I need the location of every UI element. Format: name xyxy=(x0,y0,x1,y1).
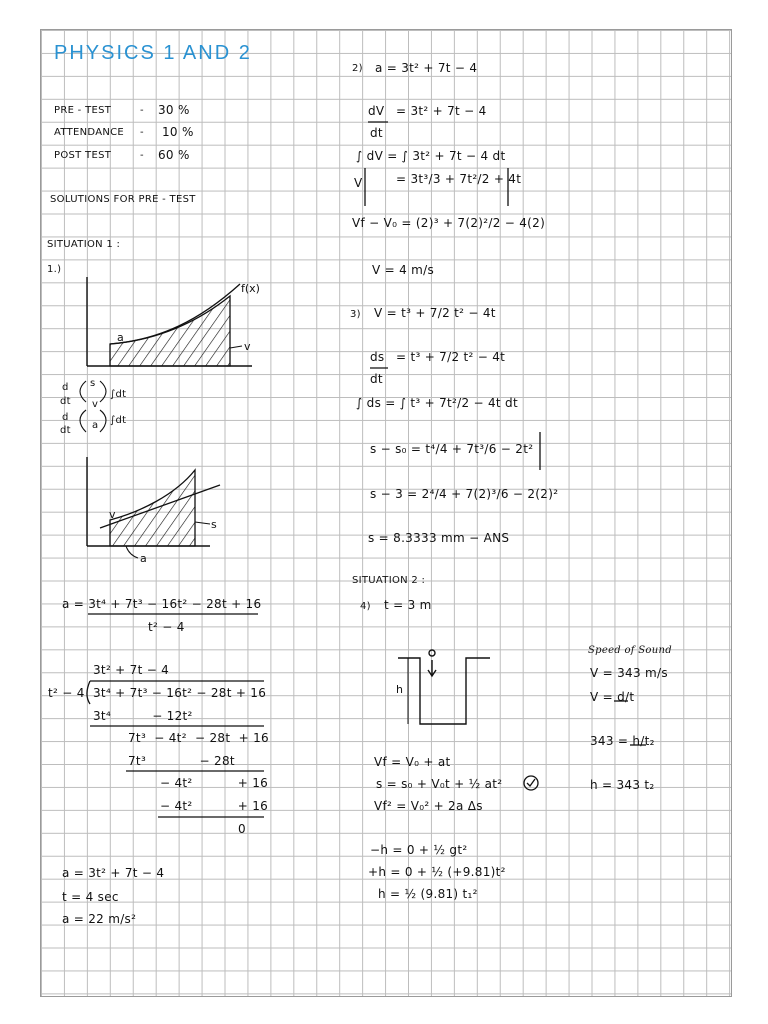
calc-dt: dt xyxy=(60,425,71,436)
longdiv-row: − 4t² + 16 xyxy=(160,776,269,790)
graph-1-label-a: a xyxy=(117,331,124,344)
grade-dash: - xyxy=(140,127,144,138)
problem-2-equation: a = 3t² + 7t − 4 xyxy=(375,61,478,75)
problem-2-integral: ∫ dV = ∫ 3t² + 7t − 4 dt xyxy=(356,149,506,163)
calc-v: v xyxy=(92,399,99,410)
solutions-heading: SOLUTIONS FOR PRE - TEST xyxy=(50,194,196,205)
longdiv-dividend: 3t⁴ + 7t³ − 16t² − 28t + 16 xyxy=(93,686,267,700)
problem-3-integral: ∫ ds = ∫ t³ + 7t²/2 − 4t dt xyxy=(356,396,518,410)
calc-s: s xyxy=(90,378,96,389)
page-title: PHYSICS 1 AND 2 xyxy=(54,42,252,64)
problem-2-label: 2) xyxy=(352,63,363,74)
problem-4-equation: t = 3 m xyxy=(384,598,432,612)
graph-2-label-s: s xyxy=(211,518,217,531)
dv-numerator: dV xyxy=(368,104,385,118)
graph-1-label-fx: f(x) xyxy=(241,282,260,295)
problem-4-label: 4) xyxy=(360,601,371,612)
longdiv-divisor: t² − 4 xyxy=(48,686,85,700)
speed-height: h = 343 t₂ xyxy=(590,778,655,792)
grade-label-pretest: PRE - TEST xyxy=(54,105,112,116)
calc-d: d xyxy=(62,382,69,393)
longdiv-row: 7t³ − 4t² − 28t + 16 xyxy=(128,731,269,745)
longdiv-row: − 4t² + 16 xyxy=(160,799,269,813)
grade-value-posttest: 60 % xyxy=(158,148,190,162)
kinematic-eq-3: Vf² = V₀² + 2a Δs xyxy=(374,799,483,813)
dt-denominator: dt xyxy=(370,372,383,386)
grade-value-attendance: 10 % xyxy=(162,125,194,139)
longdiv-row: 7t³ − 28t xyxy=(128,754,235,768)
evaluation-bars xyxy=(365,168,540,470)
final-eq-1: −h = 0 + ½ gt² xyxy=(370,843,468,857)
situation-2-heading: SITUATION 2 : xyxy=(352,575,426,586)
grade-label-posttest: POST TEST xyxy=(54,150,112,161)
fraction-a-denominator: t² − 4 xyxy=(148,620,185,634)
problem-2-eval-rhs: = 3t³/3 + 7t²/2 + 4t xyxy=(396,172,522,186)
final-eq-2: +h = 0 + ½ (+9.81)t² xyxy=(368,865,506,879)
pit-diagram xyxy=(398,650,490,724)
situation-1-heading: SITUATION 1 : xyxy=(47,239,121,250)
speed-of-sound-value: V = 343 m/s xyxy=(590,666,668,680)
graph-1 xyxy=(87,277,260,366)
calc-int: ∫dt xyxy=(110,415,127,426)
ds-numerator: ds xyxy=(370,350,385,364)
grade-value-pretest: 30 % xyxy=(158,103,190,117)
graph-2 xyxy=(87,457,220,565)
graph-1-label-v: v xyxy=(244,340,251,353)
grade-label-attendance: ATTENDANCE xyxy=(54,127,125,138)
problem-2-answer: V = 4 m/s xyxy=(372,263,435,277)
graph-2-shaded-area xyxy=(110,470,195,546)
kinematic-eq-1: Vf = V₀ + at xyxy=(374,755,451,769)
problem-3-label: 3) xyxy=(350,309,361,320)
calc-a: a xyxy=(92,420,99,431)
result-a: a = 3t² + 7t − 4 xyxy=(62,866,165,880)
pit-label-h: h xyxy=(396,683,403,696)
graph-2-label-v: v xyxy=(109,508,116,521)
grade-dash: - xyxy=(140,105,144,116)
checkmark-icon xyxy=(524,776,538,790)
result-value: a = 22 m/s² xyxy=(62,912,137,926)
calc-dt: dt xyxy=(60,396,71,407)
speed-equation: 343 = h/t₂ xyxy=(590,734,655,748)
problem-3-rhs: = t³ + 7/2 t² − 4t xyxy=(396,350,506,364)
longdiv-remainder: 0 xyxy=(238,822,246,836)
graph-2-label-a: a xyxy=(140,552,147,565)
problem-2-eval-left: V xyxy=(354,176,363,190)
grade-dash: - xyxy=(140,150,144,161)
calc-int: ∫dt xyxy=(110,389,127,400)
problem-3-eval: s − s₀ = t⁴/4 + 7t³/6 − 2t² xyxy=(370,442,534,456)
sound-fraction-bars xyxy=(614,701,646,745)
problem-3-substitution: s − 3 = 2⁴/4 + 7(2)³/6 − 2(2)² xyxy=(370,487,559,501)
problem-2-rhs: = 3t² + 7t − 4 xyxy=(396,104,487,118)
longdiv-row: 3t⁴ − 12t² xyxy=(93,709,193,723)
fraction-bars xyxy=(87,122,388,817)
longdiv-quotient: 3t² + 7t − 4 xyxy=(93,663,170,677)
dt-denominator: dt xyxy=(370,126,383,140)
fraction-a-numerator: a = 3t⁴ + 7t³ − 16t² − 28t + 16 xyxy=(62,597,262,611)
calc-braces xyxy=(80,381,106,432)
kinematic-eq-2: s = s₀ + V₀t + ½ at² xyxy=(376,777,503,791)
problem-2-substitution: Vf − V₀ = (2)³ + 7(2)²/2 − 4(2) xyxy=(352,216,546,230)
item-1-label: 1.) xyxy=(47,264,62,275)
result-t: t = 4 sec xyxy=(62,890,119,904)
calc-d: d xyxy=(62,412,69,423)
speed-formula: V = d/t xyxy=(590,690,635,704)
problem-3-equation: V = t³ + 7/2 t² − 4t xyxy=(374,306,496,320)
speed-of-sound-heading: Speed of Sound xyxy=(588,645,672,656)
final-eq-3: h = ½ (9.81) t₁² xyxy=(378,887,478,901)
problem-3-answer: s = 8.3333 mm − ANS xyxy=(368,531,510,545)
